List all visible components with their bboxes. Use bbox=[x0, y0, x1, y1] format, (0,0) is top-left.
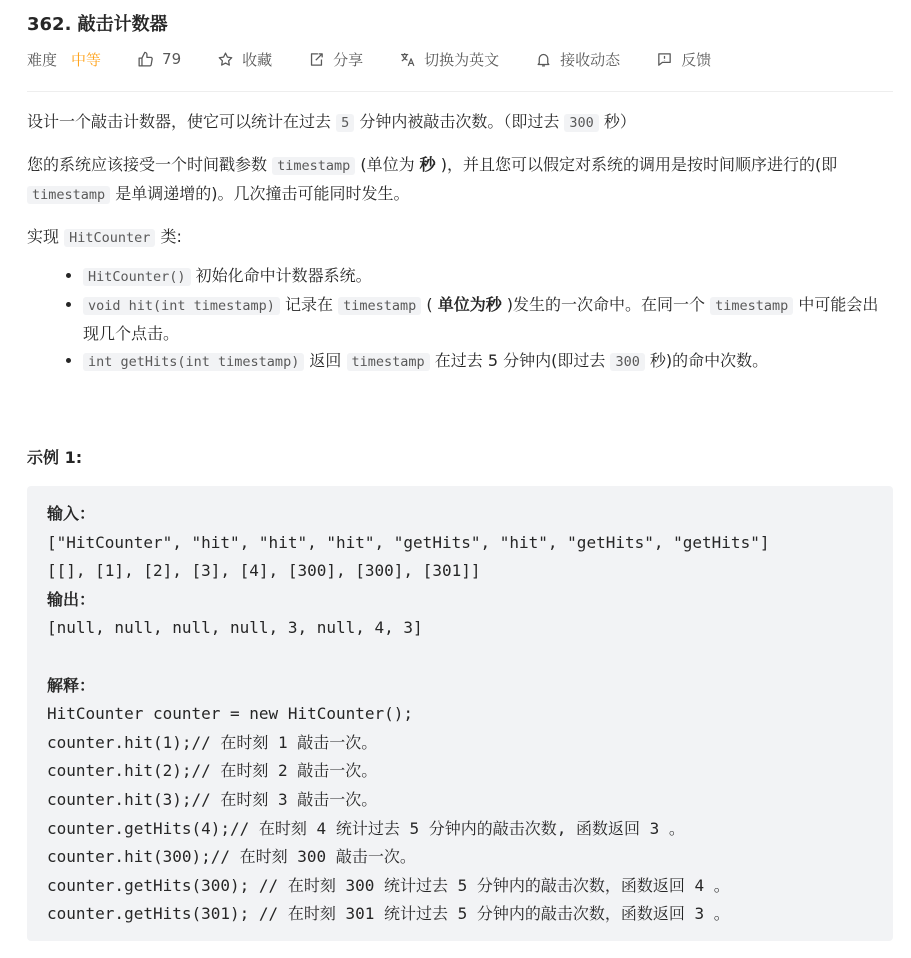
text: 记录在 bbox=[279, 295, 339, 314]
star-icon bbox=[217, 51, 234, 68]
text: 设计一个敲击计数器，使它可以统计在过去 bbox=[27, 112, 337, 131]
like-button[interactable] bbox=[137, 50, 181, 68]
description-paragraph-2 bbox=[27, 151, 893, 209]
inline-code: int getHits(int timestamp) bbox=[83, 353, 304, 371]
output-line: [null, null, null, null, 3, null, 4, 3] bbox=[47, 618, 423, 638]
inline-code: timestamp bbox=[27, 186, 110, 204]
inline-code: void hit(int timestamp) bbox=[83, 297, 280, 315]
text: 类: bbox=[155, 227, 182, 246]
text: )，并且您可以假定对系统的调用是按时间顺序进行的(即 bbox=[435, 155, 838, 174]
inline-code: timestamp bbox=[272, 157, 355, 175]
list-item bbox=[83, 347, 893, 376]
inline-code: timestamp bbox=[347, 353, 430, 371]
difficulty-label: 难度 bbox=[27, 50, 58, 69]
bell-icon bbox=[535, 51, 552, 68]
favorite-label: 收藏 bbox=[242, 50, 273, 69]
explain-line: counter.getHits(300); // 在时刻 300 统计过去 5 分钟内的敲击次数，函数返回 4 。 bbox=[47, 875, 730, 895]
inline-code: 5 bbox=[336, 114, 354, 132]
thumbs-up-icon bbox=[137, 51, 154, 68]
text: 您的系统应该接受一个时间戳参数 bbox=[27, 155, 273, 174]
text: 中可能会出现几个点击。 bbox=[83, 295, 879, 343]
divider bbox=[27, 91, 893, 92]
explain-line: counter.hit(2);// 在时刻 2 敲击一次。 bbox=[47, 761, 378, 781]
explain-line: counter.hit(3);// 在时刻 3 敲击一次。 bbox=[47, 789, 378, 809]
text: 返回 bbox=[304, 351, 347, 370]
blank-line bbox=[47, 643, 873, 672]
feedback-label: 反馈 bbox=[681, 50, 712, 69]
bold-text: 秒 bbox=[419, 155, 436, 174]
explain-line: HitCounter counter = new HitCounter(); bbox=[47, 704, 414, 724]
example-code-block bbox=[27, 486, 893, 941]
method-list bbox=[27, 262, 893, 376]
text: 初始化命中计数器系统。 bbox=[190, 266, 372, 285]
list-item bbox=[83, 291, 893, 347]
inline-code: HitCounter() bbox=[83, 268, 191, 286]
feedback-icon bbox=[656, 51, 673, 68]
share-label: 分享 bbox=[333, 50, 364, 69]
inline-code: timestamp bbox=[338, 297, 421, 315]
feedback-button[interactable] bbox=[656, 49, 711, 70]
text: 是单调递增的)。几次撞击可能同时发生。 bbox=[110, 184, 410, 203]
problem-meta-bar bbox=[27, 45, 747, 73]
text: (单位为 bbox=[355, 155, 420, 174]
explain-line: counter.getHits(4);// 在时刻 4 统计过去 5 分钟内的敲击次数, 函数返回 3 。 bbox=[47, 818, 685, 838]
description-paragraph-3 bbox=[27, 223, 893, 252]
inline-code: timestamp bbox=[710, 297, 793, 315]
text: 在过去 5 分钟内(即过去 bbox=[429, 351, 611, 370]
translate-icon bbox=[399, 51, 416, 68]
inline-code: HitCounter bbox=[64, 229, 155, 247]
explain-line: counter.getHits(301); // 在时刻 301 统计过去 5 分钟内的敲击次数，函数返回 3 。 bbox=[47, 904, 730, 924]
share-icon bbox=[308, 51, 325, 68]
input-line-2: [[], [1], [2], [3], [4], [300], [300], [301]] bbox=[47, 561, 481, 581]
difficulty bbox=[27, 49, 101, 70]
problem-description bbox=[27, 108, 893, 376]
explain-line: counter.hit(300);// 在时刻 300 敲击一次。 bbox=[47, 847, 416, 867]
input-label: 输入： bbox=[47, 504, 96, 523]
text: 秒） bbox=[598, 112, 636, 131]
description-paragraph-1 bbox=[27, 108, 893, 137]
switch-language-button[interactable] bbox=[399, 49, 499, 70]
difficulty-value: 中等 bbox=[71, 50, 102, 69]
favorite-button[interactable] bbox=[217, 49, 272, 70]
input-line-1: ["HitCounter", "hit", "hit", "hit", "getHits", "hit", "getHits", "getHits"] bbox=[47, 532, 770, 552]
inline-code: 300 bbox=[564, 114, 598, 132]
share-button[interactable] bbox=[308, 49, 363, 70]
text: )发生的一次命中。在同一个 bbox=[501, 295, 711, 314]
inline-code: 300 bbox=[610, 353, 644, 371]
text: ( bbox=[421, 295, 438, 314]
example-title: 示例 1: bbox=[27, 448, 83, 467]
text: 秒)的命中次数。 bbox=[644, 351, 769, 370]
text: 实现 bbox=[27, 227, 65, 246]
subscribe-button[interactable] bbox=[535, 49, 620, 70]
output-label: 输出： bbox=[47, 589, 96, 609]
list-item bbox=[83, 262, 893, 291]
problem-title: 362. 敲击计数器 bbox=[27, 14, 168, 35]
switch-language-label: 切换为英文 bbox=[424, 50, 500, 69]
text: 分钟内被敲击次数。（即过去 bbox=[354, 112, 565, 131]
explain-label: 解释： bbox=[47, 675, 96, 695]
explain-line: counter.hit(1);// 在时刻 1 敲击一次。 bbox=[47, 732, 378, 752]
subscribe-label: 接收动态 bbox=[560, 50, 621, 69]
like-count: 79 bbox=[162, 50, 182, 68]
bold-text: 单位为秒 bbox=[437, 295, 502, 314]
